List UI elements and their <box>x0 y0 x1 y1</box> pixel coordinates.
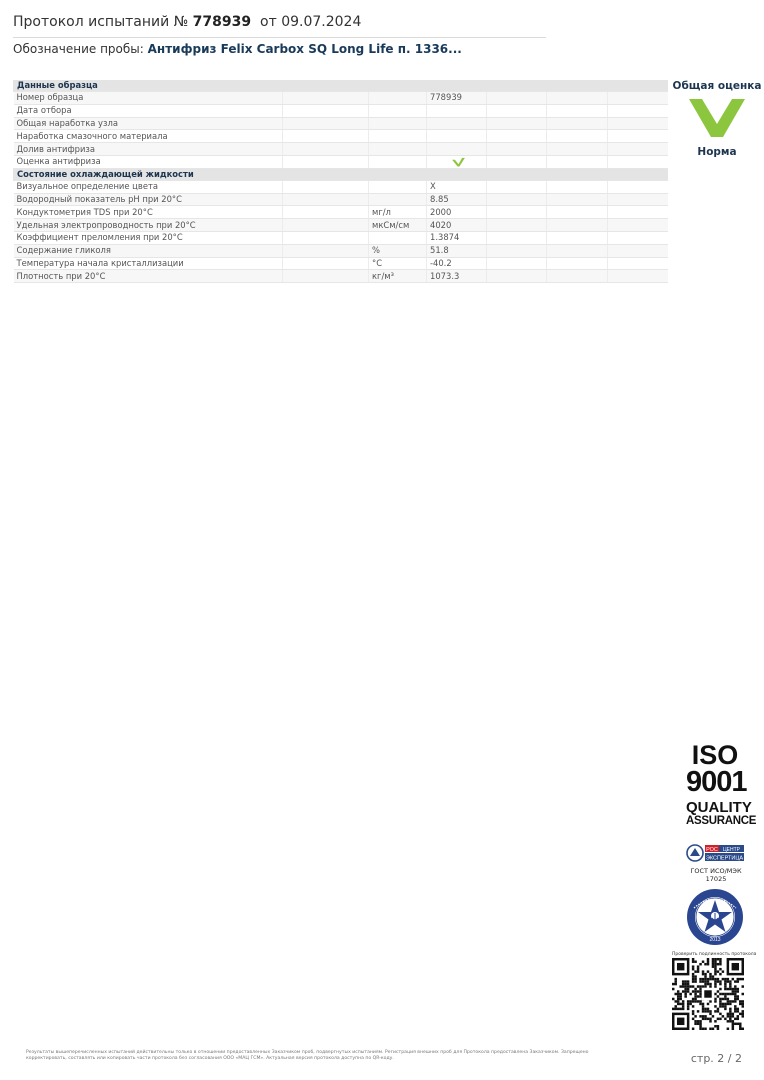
table-row <box>14 270 668 283</box>
ros-top2: ЦЕНТР <box>722 847 741 853</box>
empty-cell <box>487 270 547 283</box>
overall-result: Норма <box>697 146 737 158</box>
empty-cell <box>283 130 369 143</box>
sample-name: Антифриз Felix Carbox SQ Long Life п. 1336... <box>147 42 462 56</box>
param-name: Дата отбора <box>14 104 283 117</box>
param-name: Общая наработка узла <box>14 117 283 130</box>
empty-cell <box>487 193 547 206</box>
sample-label: Обозначение пробы: <box>13 42 144 56</box>
empty-cell <box>547 193 608 206</box>
empty-cell <box>608 92 668 105</box>
ros-caption: ГОСТ ИСО/МЭК 17025 <box>690 867 742 883</box>
section-cell <box>283 80 369 92</box>
title-prefix: Протокол испытаний № <box>13 14 189 30</box>
empty-cell <box>283 104 369 117</box>
section-cell <box>487 80 547 92</box>
table-row <box>14 180 668 193</box>
param-name: Температура начала кристаллизации <box>14 257 283 270</box>
table-row <box>14 92 668 105</box>
param-name: Долив антифриза <box>14 143 283 156</box>
title-divider <box>13 37 546 38</box>
section-header <box>14 80 668 92</box>
empty-cell <box>608 130 668 143</box>
section-cell <box>608 80 668 92</box>
section-header <box>14 168 668 180</box>
table-row <box>14 155 668 168</box>
empty-cell <box>547 143 608 156</box>
empty-cell <box>608 143 668 156</box>
table-row <box>14 117 668 130</box>
empty-cell <box>547 130 608 143</box>
table-row <box>14 206 668 219</box>
empty-cell <box>608 206 668 219</box>
param-name: Водородный показатель pH при 20°C <box>14 193 283 206</box>
empty-cell <box>608 270 668 283</box>
section-cell <box>427 168 487 180</box>
table-row <box>14 244 668 257</box>
param-value: 2000 <box>427 206 487 219</box>
param-value: 1073.3 <box>427 270 487 283</box>
param-value <box>427 143 487 156</box>
param-unit: кг/м³ <box>369 270 427 283</box>
ros-logo-icon <box>686 843 746 863</box>
empty-cell <box>487 257 547 270</box>
empty-cell <box>608 180 668 193</box>
param-value: Х <box>427 180 487 193</box>
empty-cell <box>547 180 608 193</box>
empty-cell <box>487 143 547 156</box>
seal-year: 2013 <box>709 937 721 943</box>
footer-disclaimer: Результаты вышеперечисленных испытаний действительны только в отношении предоставленных Заказчиком проб, подвергнутых испытаниям. Регистрация внешних проб для Протокола предоставлена Заказчиком. Запрещено корректировать, составлять или копировать части протокола без согласования ООО «МАЦ ГСМ». Актуальная версия протокола доступна по QR-коду. <box>26 1050 589 1061</box>
page-number: стр. 2 / 2 <box>690 1052 742 1065</box>
qr-code-icon[interactable] <box>672 958 744 1030</box>
param-unit: мкСм/см <box>369 219 427 232</box>
param-unit <box>369 104 427 117</box>
param-value: -40.2 <box>427 257 487 270</box>
empty-cell <box>547 92 608 105</box>
checkmark-icon <box>672 96 762 144</box>
empty-cell <box>487 219 547 232</box>
section-cell <box>369 80 427 92</box>
empty-cell <box>547 257 608 270</box>
empty-cell <box>547 155 608 168</box>
empty-cell <box>487 180 547 193</box>
empty-cell <box>487 155 547 168</box>
empty-cell <box>608 117 668 130</box>
empty-cell <box>487 231 547 244</box>
section-cell <box>427 80 487 92</box>
empty-cell <box>283 219 369 232</box>
section-title: Данные образца <box>14 80 283 92</box>
empty-cell <box>608 104 668 117</box>
empty-cell <box>283 244 369 257</box>
param-name: Визуальное определение цвета <box>14 180 283 193</box>
table-row <box>14 104 668 117</box>
param-unit <box>369 155 427 168</box>
param-name: Плотность при 20°C <box>14 270 283 283</box>
protocol-title <box>13 14 361 30</box>
empty-cell <box>487 244 547 257</box>
param-unit: мг/л <box>369 206 427 219</box>
empty-cell <box>608 231 668 244</box>
param-value <box>427 117 487 130</box>
param-unit <box>369 180 427 193</box>
sample-designation <box>13 42 462 56</box>
param-value: 8.85 <box>427 193 487 206</box>
seal-icon <box>686 888 744 946</box>
table-row <box>14 193 668 206</box>
empty-cell <box>283 270 369 283</box>
section-cell <box>608 168 668 180</box>
param-value: 4020 <box>427 219 487 232</box>
empty-cell <box>283 180 369 193</box>
table-row <box>14 231 668 244</box>
empty-cell <box>547 231 608 244</box>
param-unit <box>369 143 427 156</box>
empty-cell <box>608 219 668 232</box>
verification-qr[interactable] <box>672 952 757 1034</box>
iso-line4: ASSURANCE <box>686 815 757 827</box>
empty-cell <box>547 104 608 117</box>
empty-cell <box>547 206 608 219</box>
iso-9001-badge <box>686 740 757 827</box>
param-unit: % <box>369 244 427 257</box>
param-unit <box>369 117 427 130</box>
param-name: Удельная электропроводность при 20°C <box>14 219 283 232</box>
param-value <box>427 104 487 117</box>
param-value <box>427 155 487 168</box>
empty-cell <box>283 117 369 130</box>
param-unit <box>369 231 427 244</box>
ros-top: РОС <box>706 847 718 853</box>
overall-assessment <box>672 80 762 158</box>
param-value <box>427 130 487 143</box>
iso-line3: QUALITY <box>686 799 752 816</box>
empty-cell <box>547 244 608 257</box>
param-unit <box>369 92 427 105</box>
empty-cell <box>283 257 369 270</box>
param-name: Оценка антифриза <box>14 155 283 168</box>
param-unit: °C <box>369 257 427 270</box>
empty-cell <box>608 257 668 270</box>
empty-cell <box>487 92 547 105</box>
qr-hint: Проверить подлинность протокола <box>672 952 757 957</box>
ros-bottom: ЭКСПЕРТИЦА <box>705 855 744 862</box>
empty-cell <box>487 130 547 143</box>
param-name: Наработка смазочного материала <box>14 130 283 143</box>
empty-cell <box>547 117 608 130</box>
table-row <box>14 219 668 232</box>
protocol-number: 778939 <box>192 14 252 30</box>
empty-cell <box>608 155 668 168</box>
section-cell <box>487 168 547 180</box>
empty-cell <box>547 219 608 232</box>
empty-cell <box>283 193 369 206</box>
param-name: Коэффициент преломления при 20°C <box>14 231 283 244</box>
param-name: Кондуктометрия TDS при 20°C <box>14 206 283 219</box>
empty-cell <box>547 270 608 283</box>
param-value: 51.8 <box>427 244 487 257</box>
empty-cell <box>608 193 668 206</box>
results-table <box>13 80 668 283</box>
table-row <box>14 130 668 143</box>
registry-seal <box>686 888 744 946</box>
empty-cell <box>283 206 369 219</box>
empty-cell <box>487 206 547 219</box>
section-cell <box>283 168 369 180</box>
param-unit <box>369 130 427 143</box>
empty-cell <box>283 143 369 156</box>
table-row <box>14 257 668 270</box>
param-name: Содержание гликоля <box>14 244 283 257</box>
overall-label: Общая оценка <box>672 80 762 92</box>
param-value: 1.3874 <box>427 231 487 244</box>
section-cell <box>547 80 608 92</box>
table-row <box>14 143 668 156</box>
ros-expertiza-badge <box>685 843 747 883</box>
empty-cell <box>487 104 547 117</box>
iso-line2: 9001 <box>686 766 747 798</box>
section-title: Состояние охлаждающей жидкости <box>14 168 283 180</box>
section-cell <box>547 168 608 180</box>
param-unit <box>369 193 427 206</box>
param-name: Номер образца <box>14 92 283 105</box>
empty-cell <box>283 92 369 105</box>
iso-line1: ISO <box>691 740 739 770</box>
empty-cell <box>283 155 369 168</box>
check-icon <box>452 157 465 167</box>
param-value: 778939 <box>427 92 487 105</box>
empty-cell <box>487 117 547 130</box>
empty-cell <box>608 244 668 257</box>
empty-cell <box>283 231 369 244</box>
section-cell <box>369 168 427 180</box>
protocol-date: от 09.07.2024 <box>260 14 362 30</box>
